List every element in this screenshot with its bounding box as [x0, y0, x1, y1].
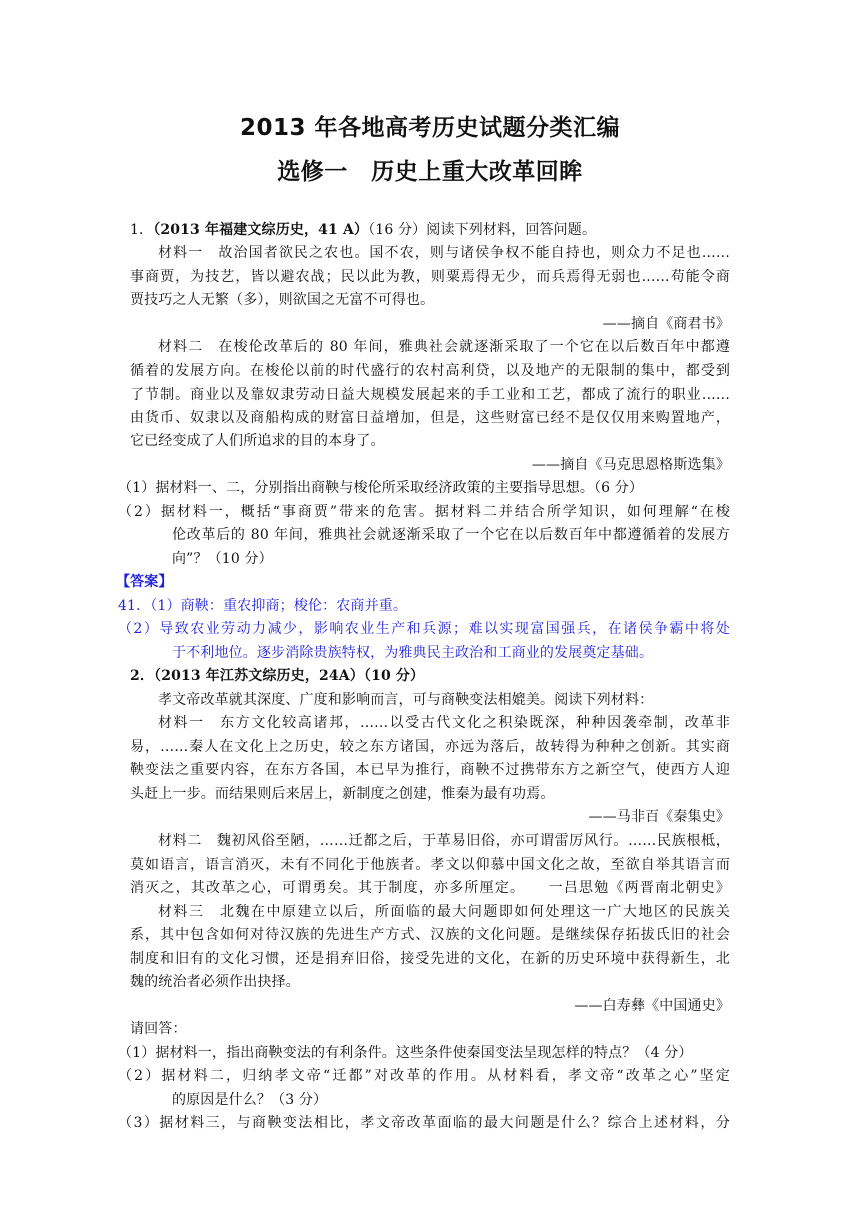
- material-text: 头赶上一步。而结果则后来居上，新制度之创建，惟秦为最有功焉。: [130, 786, 555, 802]
- material-text: 材料一 东方文化较高诸邦，……以受古代文化之积染既深，种种因袭牵制，改革非: [158, 715, 730, 731]
- material-text: 循着的发展方向。在梭伦以前的时代盛行的农村高利贷，以及地产的无限制的集中，都受到: [130, 363, 730, 379]
- question-number: 1．: [130, 222, 154, 238]
- answer-label: 【答案】: [116, 574, 173, 590]
- sub-question: （2）据材料二，归纳孝文帝“迁都”对改革的作用。从材料看，孝文帝“改革之心”坚定: [118, 1068, 730, 1084]
- material-text: 它已经变成了人们所追求的目的本身了。: [130, 433, 385, 449]
- material-source: ——白寿彝《中国通史》: [574, 998, 730, 1014]
- question-instruction: （16 分）阅读下列材料，回答问题。: [368, 222, 597, 238]
- answer-prompt: 请回答：: [130, 1021, 187, 1037]
- question-2-heading: [130, 666, 424, 687]
- question-source: （2013 年江苏文综历史，24A）（10 分）: [154, 668, 425, 684]
- material-text: 材料三 北魏在中原建立以后，所面临的最大问题即如何处理这一广大地区的民族关: [158, 904, 730, 920]
- material-text: 莫如语言，语言消灭，未有不同化于他族者。孝文以仰慕中国文化之故，至欲自举其语言而: [130, 857, 730, 873]
- question-source: （2013 年福建文综历史，41 A）: [153, 222, 369, 238]
- material-text: 制度和旧有的文化习惯，还是捐弃旧俗，接受先进的文化，在新的历史环境中获得新生，北: [130, 951, 730, 967]
- sub-question: （3）据材料三，与商鞅变法相比，孝文帝改革面临的最大问题是什么？综合上述材料，分: [118, 1115, 730, 1131]
- sub-question: 伦改革后的 80 年间，雅典社会就逐渐采取了一个它在以后数百年中都遵循着的发展方: [172, 527, 730, 543]
- sub-question: 的原因是什么？（3 分）: [172, 1092, 328, 1108]
- material-text: 魏的统治者必须作出抉择。: [130, 974, 300, 990]
- material-text: 系，其中包含如何对待汉族的先进生产方式、汉族的文化问题。是继续保存拓拔氏旧的社会: [130, 927, 730, 943]
- document-title: 2013 年各地高考历史试题分类汇编: [239, 115, 621, 141]
- material-text: 贾技巧之人无繁（多），则欲国之无富不可得也。: [130, 292, 435, 308]
- answer-text: 于不利地位。逐步消除贵族特权，为雅典民主政治和工商业的发展奠定基础。: [172, 645, 654, 661]
- material-text: 材料二 在梭伦改革后的 80 年间，雅典社会就逐渐采取了一个它在以后数百年中都遵: [158, 339, 730, 355]
- material-text: 由货币、奴隶以及商船构成的财富日益增加，但是，这些财富已经不是仅仅用来购置地产，: [130, 410, 730, 426]
- sub-question: （1）据材料一，指出商鞅变法的有利条件。这些条件使秦国变法呈现怎样的特点？（4 分）: [118, 1045, 693, 1061]
- sub-question: （1）据材料一、二，分别指出商鞅与梭伦所采取经济政策的主要指导思想。（6 分）: [118, 480, 644, 496]
- question-1-heading: [130, 220, 596, 241]
- material-source: ——摘自《商君书》: [602, 316, 730, 332]
- material-text: 了节制。商业以及靠奴隶劳动日益大规模发展起来的手工业和工艺，都成了流行的职业……: [130, 387, 730, 403]
- document-subtitle: 选修一 历史上重大改革回眸: [277, 159, 583, 185]
- sub-question: （2）据材料一，概括“事商贾”带来的危害。据材料二并结合所学知识，如何理解“在梭: [118, 504, 730, 520]
- sub-question: 向”？（10 分）: [172, 551, 273, 567]
- material-text: 易，……秦人在文化上之历史，较之东方诸国，亦远为落后，故转得为种种之创新。其实商: [130, 739, 730, 755]
- material-text: 材料二 魏初风俗至陋，……迁都之后，于革易旧俗，亦可谓雷厉风行。……民族根柢，: [158, 833, 730, 849]
- material-source: ——马非百《秦集史》: [588, 809, 730, 825]
- material-text: 材料一 故治国者欲民之农也。国不农，则与诸侯争权不能自持也，则众力不足也……: [158, 245, 730, 261]
- material-text: 事商贾，为技艺，皆以避农战；民以此为教，则粟焉得无少，而兵焉得无弱也……苟能令商: [130, 269, 730, 285]
- answer-text: 41．（1）商鞅：重农抑商；梭伦：农商并重。: [118, 598, 408, 614]
- answer-text: （2）导致农业劳动力减少，影响农业生产和兵源；难以实现富国强兵，在诸侯争霸中将处: [118, 621, 730, 637]
- question-intro: 孝文帝改革就其深度、广度和影响而言，可与商鞅变法相媲美。阅读下列材料：: [158, 692, 654, 708]
- material-text: 鞅变法之重要内容，在东方各国，本已早为推行，商鞅不过携带东方之新空气，使西方人迎: [130, 762, 730, 778]
- question-number: 2．: [130, 668, 155, 684]
- material-text: 消灭之，其改革之心，可谓勇矣。其于制度，亦多所厘定。 一吕思勉《两晋南北朝史》: [130, 880, 730, 896]
- material-source: ——摘自《马克思恩格斯选集》: [531, 457, 730, 473]
